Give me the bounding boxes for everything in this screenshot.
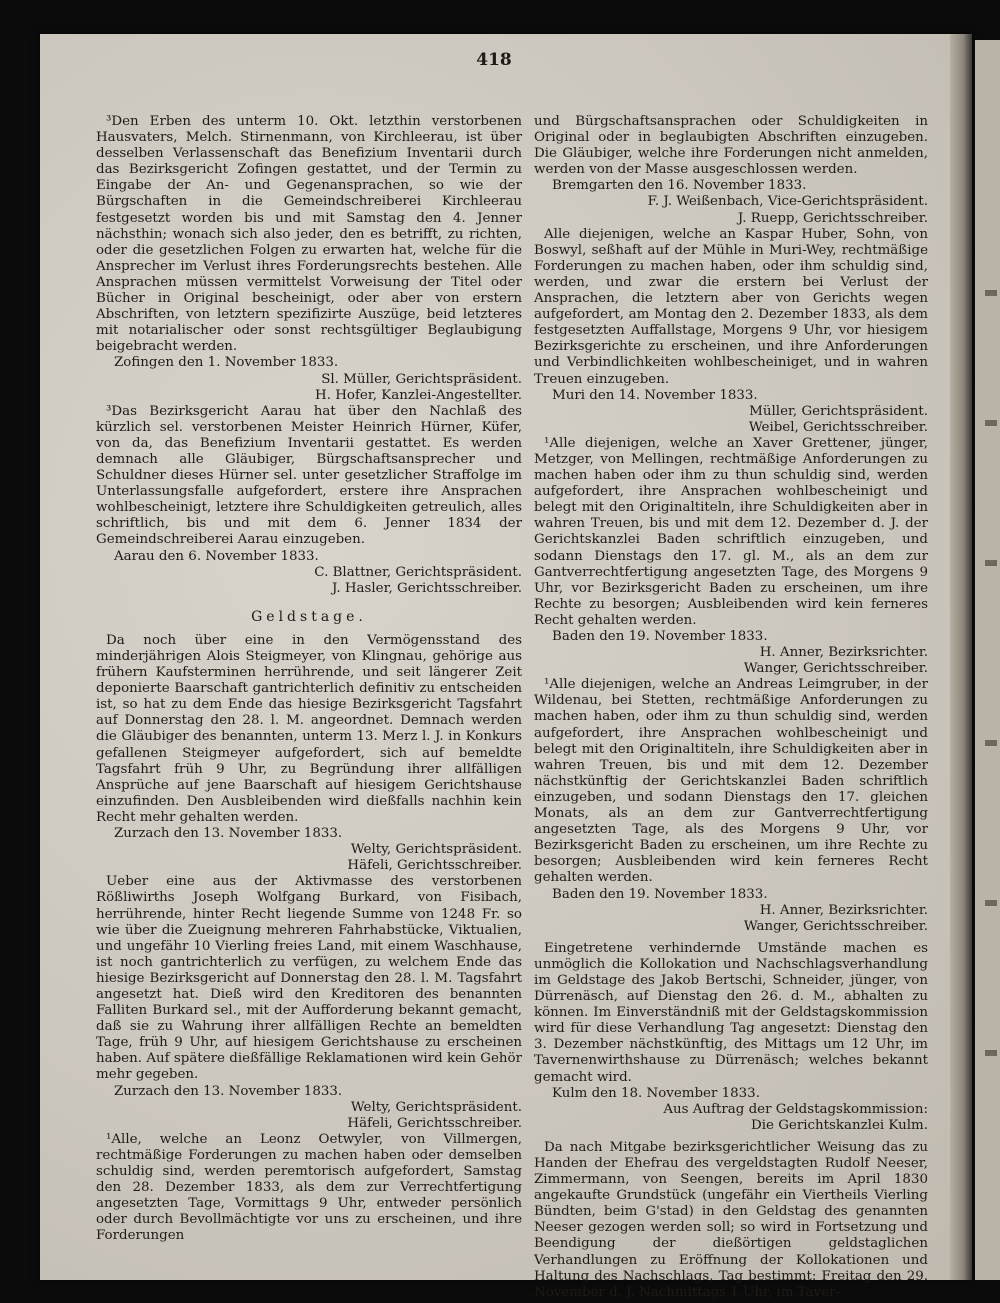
notice-text: Da nach Mitgabe bezirksgerichtlicher Weisung das zu Handen der Ehefrau des vergeldstagten Rudolf Neeser, Zimmermann, von Seengen, bereits im April 1830 angekaufte Grundstück (ungefähr ein Viertheils Vierling Bündten, beim G'stad) in den Geldstag des genannten Neeser gezogen werden soll; so wird in Fortsetzung und Beendigung der dießörtigen geldstaglichen Verhandlungen zu Eröffnung der Kollokationen und Haltung des Nachschlags, Tag bestimmt: Freitag den 29. November d. J. Nachmittags 1 Uhr, im Taver- — [534, 1139, 928, 1300]
notice-text: ¹Alle diejenigen, welche an Andreas Leimgruber, in der Wildenau, bei Stetten, rechtmäßige Anforderungen zu machen haben, oder ihm zu thun schuldig sind, werden aufgefordert, ihre Ansprachen wohlbescheinigt und belegt mit den Originaltiteln, ihre Schuldigkeiten aber in wahren Treuen, bis und mit dem 12. Dezember nächstkünftig der Gerichtskanzlei Baden schriftlich einzugeben, und sodann Dienstags den 17. gleichen Monats, als an dem zur Gantverrechtfertigung angesetzten Tage, als des Morgens 9 Uhr, vor Bezirksgericht Baden zu erscheinen, um ihre Rechte zu besorgen; Ausbleibenden wird kein ferneres Recht gehalten werden. — [534, 677, 928, 886]
notice-signature: Welty, Gerichtspräsident. — [350, 842, 522, 858]
notice-dateline: Zurzach den 13. November 1833. — [114, 1083, 343, 1099]
notice-signature: Welty, Gerichtspräsident. — [350, 1099, 522, 1115]
page-spine-shadow — [950, 34, 972, 1280]
notice-text: und Bürgschaftsansprachen oder Schuldigkeiten in Original oder in beglaubigten Abschriften einzugeben. Die Gläubiger, welche ihre Forderungen nicht anmelden, werden von der Masse ausgeschlossen werden. — [534, 114, 928, 178]
adjacent-page-edge — [975, 40, 1000, 1280]
section-heading: Geldstage. — [251, 608, 367, 625]
notice-dateline: Bremgarten den 16. November 1833. — [552, 178, 807, 194]
left-column — [96, 114, 522, 1244]
notice-signature: C. Blattner, Gerichtspräsident. — [314, 564, 522, 580]
notice-dateline: Baden den 19. November 1833. — [552, 629, 768, 644]
notice-dateline: Aarau den 6. November 1833. — [114, 548, 319, 564]
notice-text: Ueber eine aus der Aktivmasse des verstorbenen Rößliwirths Joseph Wolfgang Burkard, von Fisibach, herrührende, hinter Recht liegende Summe von 1248 Fr. so wie über die Zueignung mehreren Fahrhabstücke, Viktualien, und ungefähr 10 Vierling freies Land, mit einem Waschhause, ist noch gantrichterlich zu verfügen, zu welchem Ende das hiesige Bezirksgericht auf Donnerstag den 28. l. M. Tagsfahrt angesetzt hat. Dieß wird den Kreditoren des benannten Falliten Burkard sel., mit der Aufforderung bekannt gemacht, daß sie zu Wahrung ihrer allfälligen Rechte an bemeldten Tage, früh 9 Uhr, auf hiesigem Gerichtshause zu erscheinen haben. Auf spätere dießfällige Reklamationen wird kein Gehör mehr gegeben. — [96, 874, 522, 1083]
notice-signature: Die Gerichtskanzlei Kulm. — [751, 1117, 928, 1133]
page-number: 418 — [476, 50, 512, 70]
notice-signature: Wanger, Gerichtsschreiber. — [743, 661, 928, 677]
notice-dateline: Muri den 14. November 1833. — [552, 387, 758, 403]
notice-text: Da noch über eine in den Vermögensstand des minderjährigen Alois Steigmeyer, von Klingnau, gehörige aus frühern Kaufsterminen herrührende, und seit längerer Zeit deponierte Baarschaft gantrichterlich definitiv zu entscheiden ist, so hat zu dem Ende das hiesige Bezirksgericht Tagsfahrt auf Donnerstag den 28. l. M. angeordnet. Demnach werden die Gläubiger des benannten, unterm 13. Merz l. J. in Konkurs gefallenen Steigmeyer aufgefordert, sich auf bemeldte Tagsfahrt früh 9 Uhr, zu Begründung ihrer allfälligen Ansprüche auf jene Baarschaft auf hiesigem Gerichtshause einzufinden. Den Ausbleibenden wird dießfalls nachhin kein Recht mehr gehalten werden. — [96, 632, 522, 825]
notice-signature: Sl. Müller, Gerichtspräsident. — [321, 371, 522, 387]
notice-signature: J. Hasler, Gerichtsschreiber. — [332, 580, 522, 596]
notice-signature: H. Hofer, Kanzlei-Angestellter. — [315, 387, 522, 403]
notice-signature: Wanger, Gerichtsschreiber. — [743, 918, 928, 934]
notice-dateline: Zurzach den 13. November 1833. — [114, 826, 343, 842]
notice-text: Eingetretene verhindernde Umstände machen es unmöglich die Kollokation und Nachschlagsverhandlung im Geldstage des Jakob Bertschi, Schneider, jünger, von Dürrenäsch, auf Dienstag den 26. d. M., abhalten zu können. Im Einverständniß mit der Geldstagskommission wird für diese Verhandlung Tag angesetzt: Dienstag den 3. Dezember nächstkünftig, des Mittags um 12 Uhr, im Tavernenwirthshause zu Dürrenäsch; welches bekannt gemacht wird. — [534, 940, 928, 1085]
notice-text: ³Das Bezirksgericht Aarau hat über den Nachlaß des kürzlich sel. verstorbenen Meister Heinrich Hürner, Küfer, von da, das Benefizium Inventarii gestattet. Es werden demnach alle Gläubiger, Bürgschaftsansprecher und Schuldner dieses Hürner sel. unter gesetzlicher Straffolge im Unterlassungsfalle aufgefordert, erstere ihre Ansprachen wohlbescheinigt, letztere ihre Schuldigkeiten getreulich, alles schriftlich, bis und mit dem 6. Jenner 1834 der Gemeindschreiberei Aarau einzugeben. — [96, 403, 522, 548]
notice-signature: H. Anner, Bezirksrichter. — [759, 645, 928, 661]
right-column — [534, 114, 928, 1301]
notice-signature: Weibel, Gerichtsschreiber. — [748, 419, 928, 435]
notice-text: ³Den Erben des unterm 10. Okt. letzthin verstorbenen Hausvaters, Melch. Stirnenmann, von Kirchleerau, ist über desselben Verlassenschaft das Benefizium Inventarii durch das Bezirksgericht Zofingen gestattet, und der Termin zu Eingabe der An- und Gegenansprachen, so wie der Bürgschaften in die Gemeindschreiberei Kirchleerau festgesetzt worden bis und mit Samstag den 4. Jenner nächsthin; wonach sich also jeder, den es betrifft, zu richten, oder die gesetzlichen Folgen zu erwarten hat, welche für die Ansprecher im Verlust ihres Forderungsrechts bestehen. Alle Ansprachen müssen vermittelst Vorweisung der Titel oder Bücher in Original bescheinigt, oder aber von erstern Abschriften, von letztern spezifizirte Auszüge, beid letzteres mit notarialischer oder sonst rechtsgültiger Beglaubigung beigebracht werden. — [96, 114, 522, 355]
notice-signature: F. J. Weißenbach, Vice-Gerichtspräsident. — [647, 194, 928, 210]
notice-signature: Müller, Gerichtspräsident. — [749, 403, 928, 419]
notice-text: Alle diejenigen, welche an Kaspar Huber, Sohn, von Boswyl, seßhaft auf der Mühle in Muri-Wey, rechtmäßige Forderungen zu machen haben, oder ihm schuldig sind, werden, und zwar die erstern bei Verlust der Ansprachen, die letztern aber von Gerichts wegen aufgefordert, am Montag den 2. Dezember 1833, als dem festgesetzten Auffallstage, Morgens 9 Uhr, vor hiesigem Bezirksgerichte zu erscheinen, und ihre Anforderungen und Verbindlichkeiten wohlbescheiniget, und in wahren Treuen einzugeben. — [534, 226, 928, 387]
notice-signature: Aus Auftrag der Geldstagskommission: — [663, 1101, 928, 1117]
notice-dateline: Kulm den 18. November 1833. — [552, 1085, 760, 1101]
notice-signature: Häfeli, Gerichtsschreiber. — [347, 858, 522, 874]
notice-dateline: Baden den 19. November 1833. — [552, 886, 768, 902]
notice-signature: J. Ruepp, Gerichtsschreiber. — [737, 210, 928, 226]
notice-text: ¹Alle diejenigen, welche an Xaver Grettener, jünger, Metzger, von Mellingen, rechtmäßige Anforderungen zu machen haben oder ihm zu thun schuldig sind, werden aufgefordert, ihre Ansprachen wohlbescheinigt und belegt mit den Originaltiteln, ihre Schuldigkeiten aber in wahren Treuen, bis und mit dem 12. Dezember d. J. der Gerichtskanzlei Baden schriftlich einzugeben, und sodann Dienstags den 17. gl. M., als an dem zur Gantverrechtfertigung angesetzten Tage, des Morgens 9 Uhr, vor Bezirksgericht Baden zu erscheinen, um ihre Rechte zu besorgen; Ausbleibenden wird kein ferneres Recht gehalten werden. — [534, 435, 928, 628]
notice-signature: Häfeli, Gerichtsschreiber. — [347, 1115, 522, 1131]
notice-signature: H. Anner, Bezirksrichter. — [759, 902, 928, 918]
notice-dateline: Zofingen den 1. November 1833. — [114, 355, 339, 371]
notice-text: ¹Alle, welche an Leonz Oetwyler, von Villmergen, rechtmäßige Forderungen zu machen haben oder demselben schuldig sind, werden peremtorisch aufgefordert, Samstag den 28. Dezember 1833, als dem zur Verrechtfertigung angesetzten Tage, Vormittags 9 Uhr, entweder persönlich oder durch Bevollmächtigte vor uns zu erscheinen, und ihre Forderungen — [96, 1131, 522, 1244]
